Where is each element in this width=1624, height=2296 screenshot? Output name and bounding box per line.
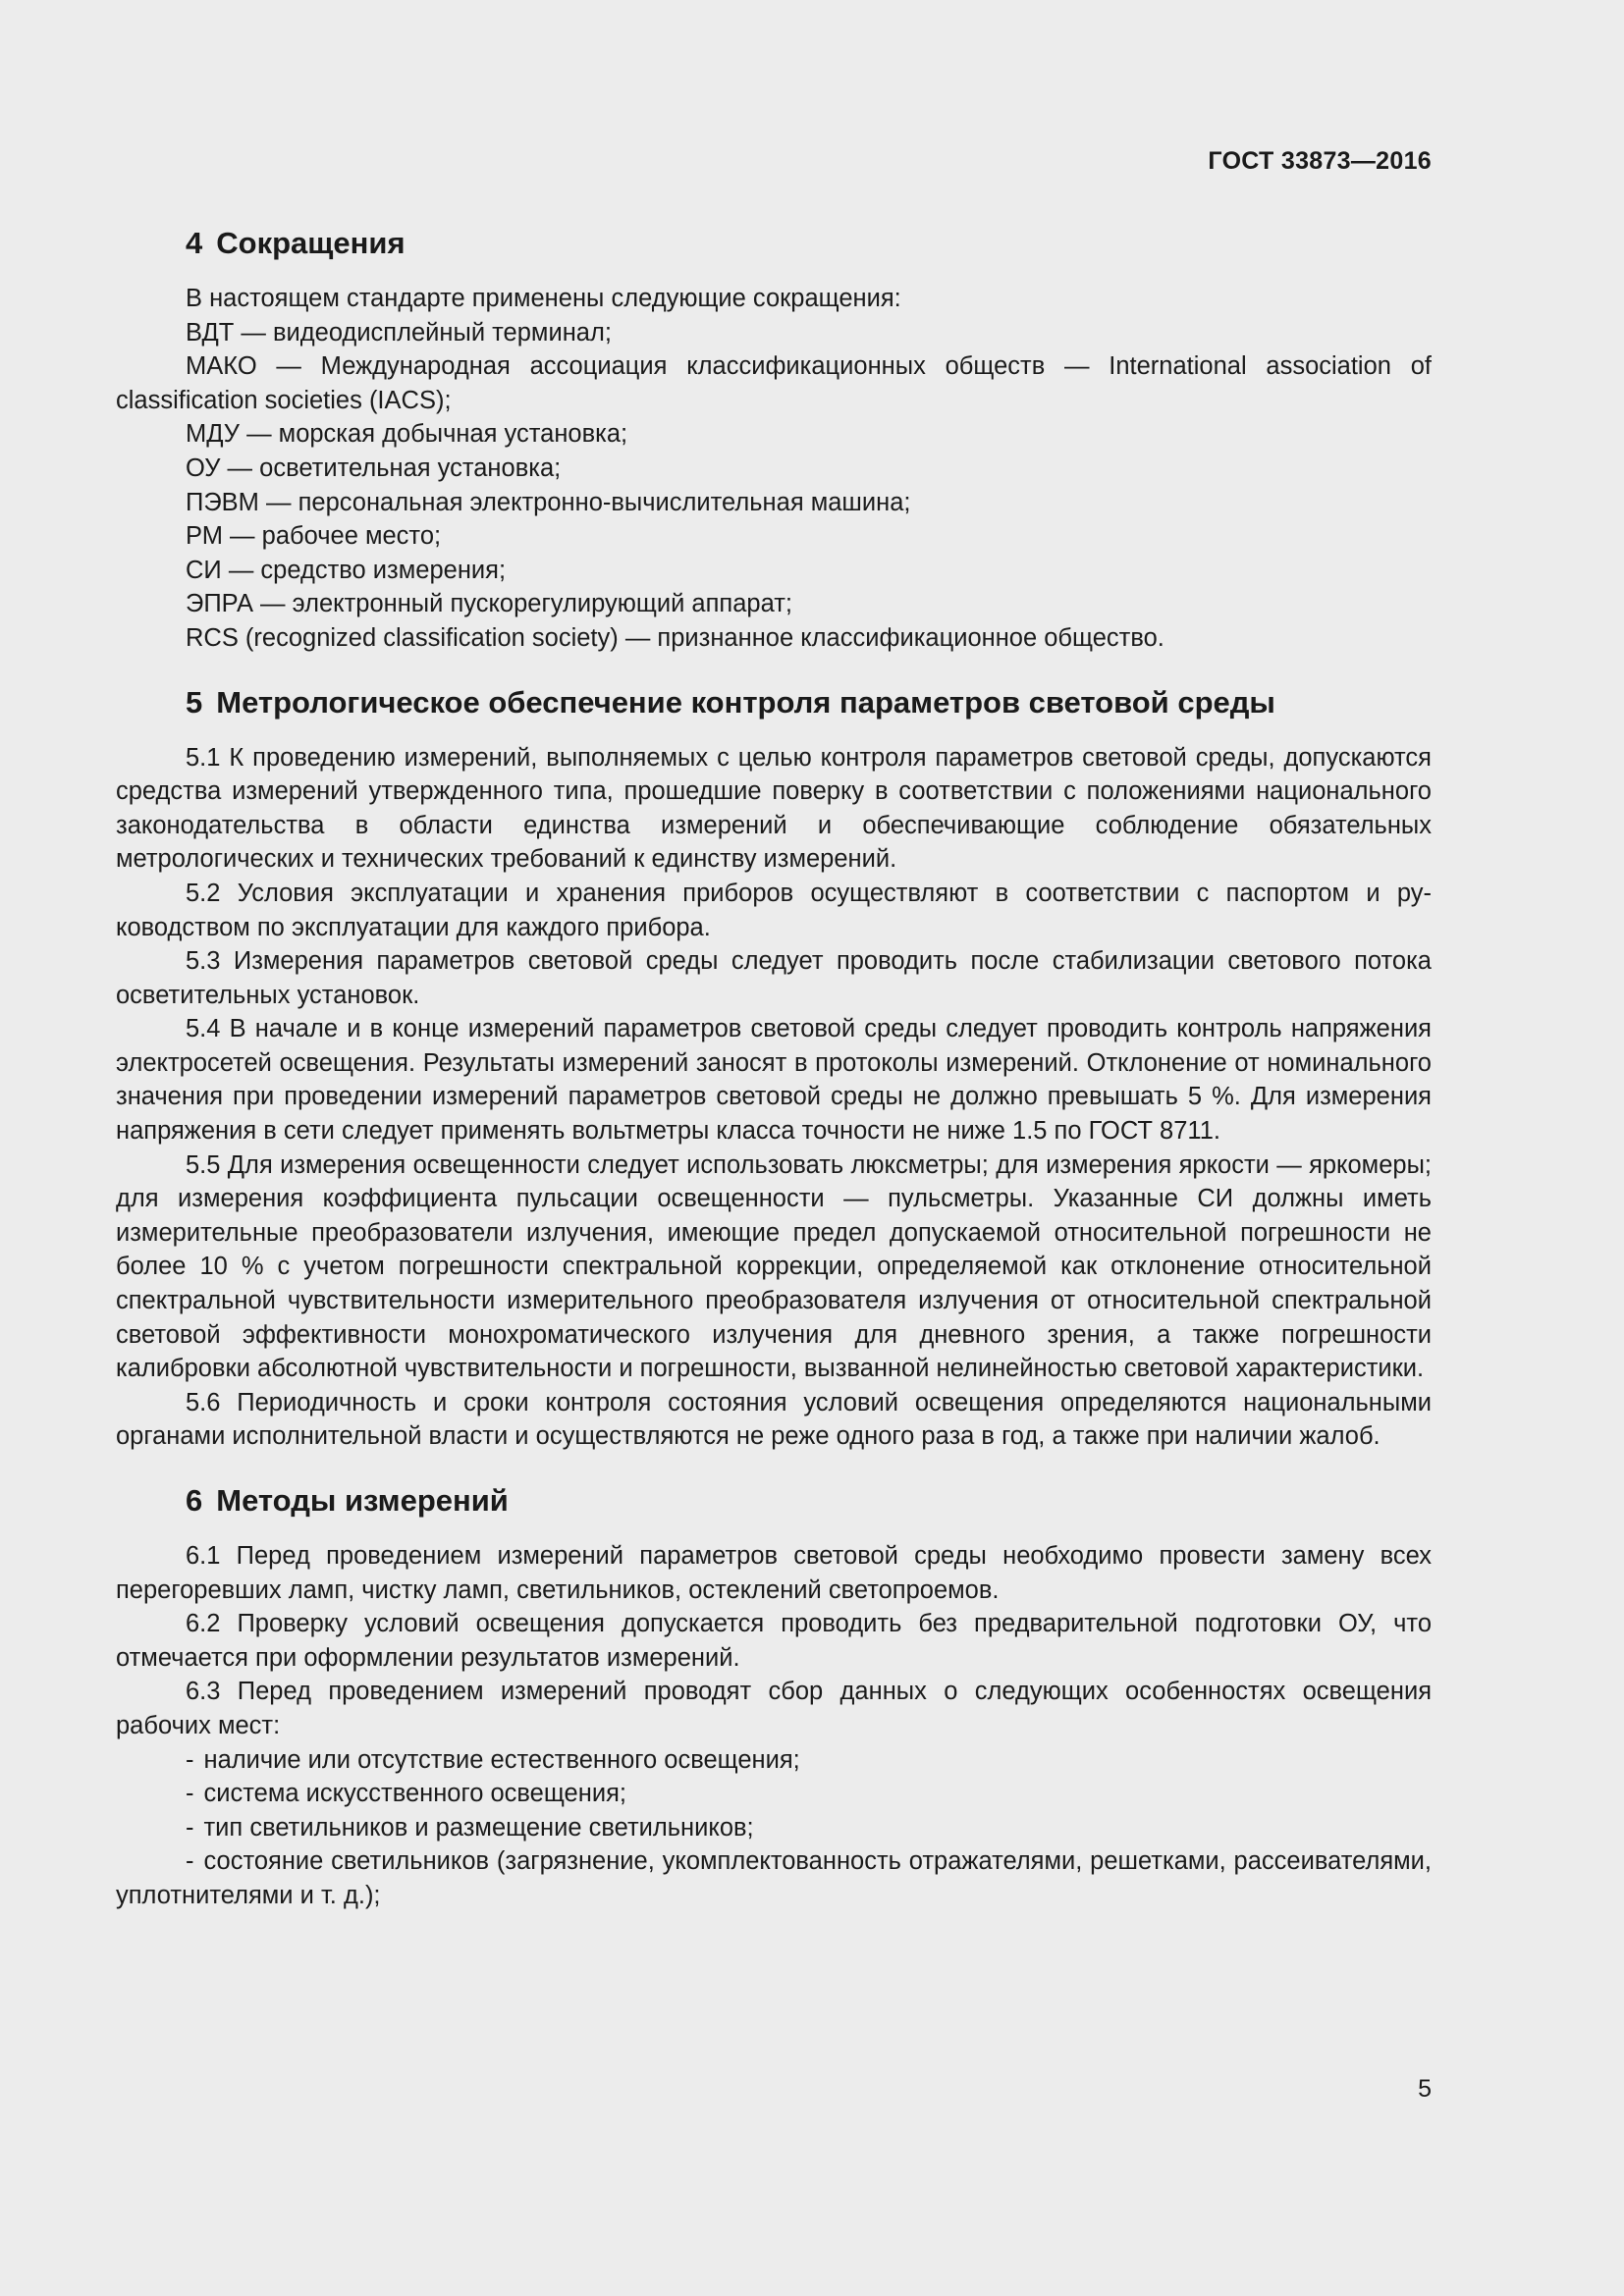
list-marker: - (186, 1780, 194, 1808)
paragraph-5-3: 5.3 Измерения параметров световой среды следует проводить после стабилизации светового потока осветительных установок. (116, 947, 1432, 1009)
section-5-number: 5 (186, 684, 203, 720)
section-5-heading (116, 681, 1432, 724)
list-item-text: система искусственного освещения; (203, 1780, 626, 1808)
list-marker: - (186, 1745, 194, 1774)
paragraph-5-5: 5.5 Для измерения освещенности следует использовать люксметры; для измерения яркости — яркомеры; для измерения коэффициента пульсации освещенности — пульсметры. Указанные СИ должны иметь измерительные преобразователи излучения, имеющие предел допускаемой относительной погрешности не более 10 % с учетом погрешности спектральной коррекции, определяемой как отклонение относительной спектральной чувствительности измерительного преобразователя излучения от относительной спектральной световой эффективности монохроматического излучения для дневного зрения, а также погрешности калибровки абсолютной чувствительности и погрешности, вызванной нелинейностью световой характеристики. (116, 1150, 1432, 1383)
section-4-intro: В настоящем стандарте применены следующие сокращения: (186, 285, 901, 312)
paragraph-6-1: 6.1 Перед проведением измерений параметров световой среды необходимо провести замену всех перегоревших ламп, чистку ламп, светильников, остеклений светопроемов. (116, 1542, 1432, 1604)
document-code: ГОСТ 33873—2016 (1208, 147, 1432, 175)
abbreviation-item: МАКО — Международная ассоциация классификационных обществ — International association of classification societies (IACS); (116, 352, 1432, 414)
list-item-text: тип светильников и размещение светильников; (203, 1813, 754, 1842)
section-4-title: Сокращения (216, 226, 406, 260)
paragraph-5-4: 5.4 В начале и в конце измерений параметров световой среды следует проводить контроль напряжения электросетей освещения. Результаты измерений заносят в протоколы измерений. Отклонение от номинального значения при проведении измерений параметров световой среды не должно превышать 5 %. Для измерения напряжения в сети следует применять вольтметры класса точности не ниже 1.5 по ГОСТ 8711. (116, 1015, 1432, 1146)
section-6-title: Методы измерений (216, 1483, 509, 1518)
lighting-features-list (116, 1743, 1432, 1913)
list-item (116, 1743, 1432, 1778)
paragraph-6-3: 6.3 Перед проведением измерений проводят сбор данных о следующих особенностях освещения рабочих мест: (116, 1678, 1432, 1739)
list-item-text: наличие или отсутствие естественного освещения; (203, 1745, 800, 1774)
abbreviation-item: ПЭВМ — персональная электронно-вычислительная машина; (186, 488, 911, 516)
list-item (116, 1777, 1432, 1811)
section-4-heading (116, 222, 1432, 265)
list-item (116, 1811, 1432, 1845)
list-item (116, 1844, 1432, 1912)
list-marker: - (186, 1847, 194, 1876)
list-item-text: состояние светильников (загрязнение, укомплектованность отражателями, решетками, рассеивателями, уплотнителями и т. д.); (116, 1847, 1432, 1909)
abbreviation-item: RCS (recognized classification society) — признанное классификационное общество. (186, 623, 1164, 652)
list-marker: - (186, 1813, 194, 1842)
section-5-title: Метрологическое обеспечение контроля параметров световой среды (216, 684, 1275, 720)
abbreviation-item: МДУ — морская добычная установка; (186, 420, 628, 449)
abbreviation-item: СИ — средство измерения; (186, 556, 507, 584)
abbreviation-item: РМ — рабочее место; (186, 522, 442, 551)
document-page (116, 0, 1432, 2296)
abbreviation-item: ВДТ — видеодисплейный терминал; (186, 318, 612, 347)
section-4-number: 4 (186, 226, 203, 260)
paragraph-6-2: 6.2 Проверку условий освещения допускается проводить без предварительной подготовки ОУ, что отмечается при оформлении результатов измерений. (116, 1610, 1432, 1672)
paragraph-5-1: 5.1 К проведению измерений, выполняемых с целью контроля параметров световой среды, допускаются средства измерений утвержденного типа, прошедшие поверку в соответствии с положениями национального законодательства в области единства измерений и обеспечивающие соблюдение обязательных метрологических и технических требований к единству измерений. (116, 743, 1432, 874)
page-number: 5 (1418, 2075, 1432, 2103)
abbreviation-item: ОУ — осветительная установка; (186, 454, 562, 482)
paragraph-5-2: 5.2 Условия эксплуатации и хранения приборов осуществляют в соответствии с паспортом и руководством по эксплуатации для каждого прибора. (116, 879, 1432, 941)
section-6-number: 6 (186, 1483, 203, 1518)
section-6-heading (116, 1479, 1432, 1522)
abbreviation-item: ЭПРА — электронный пускорегулирующий аппарат; (186, 590, 792, 618)
document-body (116, 222, 1432, 1913)
paragraph-5-6: 5.6 Периодичность и сроки контроля состояния условий освещения определяются национальными органами исполнительной власти и осуществляются не реже одного раза в год, а также при наличии жалоб. (116, 1388, 1432, 1451)
